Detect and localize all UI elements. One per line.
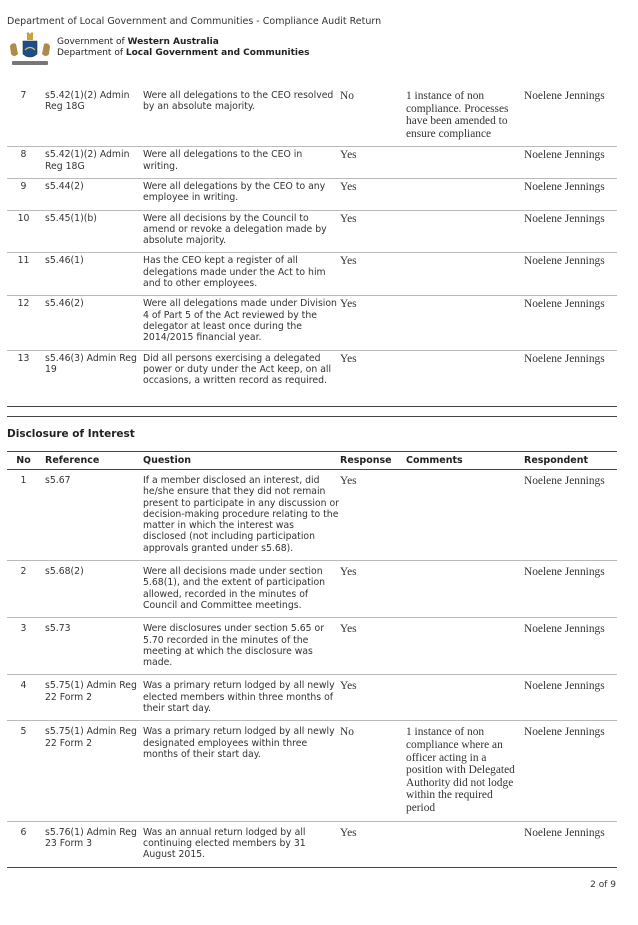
document-title: Department of Local Government and Communities - Compliance Audit Return [7, 16, 382, 27]
row-reference: s5.42(1)(2) Admin Reg 18G [40, 147, 141, 179]
row-comments [406, 350, 524, 392]
row-response: No [340, 721, 406, 821]
row-response: No [340, 88, 406, 147]
row-response: Yes [340, 561, 406, 618]
row-comments [406, 296, 524, 350]
row-reference: s5.73 [40, 618, 141, 675]
header-respondent: Respondent [524, 452, 617, 470]
row-reference: s5.46(2) [40, 296, 141, 350]
row-response: Yes [340, 352, 357, 365]
page-number: 2 of 9 [590, 880, 616, 890]
row-number: 13 [17, 352, 30, 364]
row-respondent: Noelene Jennings [524, 470, 617, 561]
row-question: Was an annual return lodged by all continuing elected members by 31 August 2015. [143, 826, 306, 861]
row-question: Did all persons exercising a delegated power or duty under the Act keep, on all occasions, a written record as required. [143, 352, 332, 387]
header-question: Question [141, 452, 340, 470]
row-question: Were all decisions by the Council to amend or revoke a delegation made by absolute majority. [141, 210, 340, 253]
row-comments [406, 253, 524, 296]
row-respondent: Noelene Jennings [524, 210, 617, 253]
section-divider [7, 416, 617, 417]
row-response: Yes [340, 253, 406, 296]
wa-coat-of-arms-icon [8, 32, 52, 68]
table-row [7, 88, 617, 147]
row-response: Yes [340, 210, 406, 253]
table-header-row [7, 452, 617, 470]
table-row [7, 253, 617, 296]
row-respondent: Noelene Jennings [524, 826, 605, 839]
row-number: 11 [7, 253, 40, 296]
section-divider [7, 406, 617, 407]
row-response: Yes [340, 147, 406, 179]
table-row [7, 821, 617, 866]
row-number: 6 [20, 826, 27, 838]
row-question: Were all delegations to the CEO in writing. [141, 147, 340, 179]
row-respondent: Noelene Jennings [524, 618, 617, 675]
row-respondent: Noelene Jennings [524, 296, 617, 350]
table-row [7, 618, 617, 675]
row-respondent: Noelene Jennings [524, 253, 617, 296]
row-number: 10 [7, 210, 40, 253]
row-reference: s5.76(1) Admin Reg 23 Form 3 [45, 826, 137, 849]
row-comments [406, 178, 524, 210]
row-question: Were all delegations by the CEO to any employee in writing. [141, 178, 340, 210]
row-comments [406, 470, 524, 561]
table-row [7, 561, 617, 618]
row-reference: s5.45(1)(b) [40, 210, 141, 253]
row-comments: 1 instance of non compliance where an officer acting in a position with Delegated Authority did not lodge within the required period [406, 721, 524, 821]
row-number: 9 [7, 178, 40, 210]
row-respondent: Noelene Jennings [524, 178, 617, 210]
row-response: Yes [340, 296, 406, 350]
row-respondent: Noelene Jennings [524, 352, 605, 365]
table-row [7, 147, 617, 179]
row-reference: s5.75(1) Admin Reg 22 Form 2 [40, 675, 141, 721]
delegations-table [7, 88, 617, 392]
row-comments [406, 618, 524, 675]
row-question: Were disclosures under section 5.65 or 5.70 recorded in the minutes of the meeting at which the disclosure was made. [141, 618, 340, 675]
row-number: 2 [7, 561, 40, 618]
row-reference: s5.42(1)(2) Admin Reg 18G [40, 88, 141, 147]
row-comments [406, 561, 524, 618]
header-response: Response [340, 452, 406, 470]
table-row [7, 178, 617, 210]
row-response: Yes [340, 618, 406, 675]
row-number: 12 [7, 296, 40, 350]
row-number: 5 [7, 721, 40, 821]
table-row [7, 350, 617, 392]
row-comments [406, 210, 524, 253]
row-respondent: Noelene Jennings [524, 147, 617, 179]
row-question: Was a primary return lodged by all newly elected members within three months of their start day. [141, 675, 340, 721]
row-reference: s5.46(3) Admin Reg 19 [45, 352, 137, 375]
table-row [7, 675, 617, 721]
section-title: Disclosure of Interest [7, 428, 135, 440]
row-response: Yes [340, 470, 406, 561]
table-row [7, 470, 617, 561]
row-comments [406, 147, 524, 179]
row-question: Were all delegations made under Division 4 of Part 5 of the Act reviewed by the delegator at least once during the 2014/2015 financial year. [141, 296, 340, 350]
row-number: 7 [7, 88, 40, 147]
table-row [7, 210, 617, 253]
row-question: Has the CEO kept a register of all delegations made under the Act to him and to other employees. [141, 253, 340, 296]
row-reference: s5.75(1) Admin Reg 22 Form 2 [40, 721, 141, 821]
row-comments [406, 821, 524, 866]
disclosure-of-interest-table [7, 451, 617, 866]
row-question: Were all delegations to the CEO resolved by an absolute majority. [141, 88, 340, 147]
row-response: Yes [340, 178, 406, 210]
organisation-name: Government of Western Australia Department of Local Government and Communities [57, 37, 310, 58]
row-respondent: Noelene Jennings [524, 561, 617, 618]
table-row [7, 721, 617, 821]
row-reference: s5.46(1) [40, 253, 141, 296]
row-reference: s5.44(2) [40, 178, 141, 210]
row-respondent: Noelene Jennings [524, 675, 617, 721]
row-number: 3 [7, 618, 40, 675]
row-question: Was a primary return lodged by all newly designated employees within three months of their start day. [141, 721, 340, 821]
header-reference: Reference [40, 452, 141, 470]
row-comments [406, 675, 524, 721]
header-no: No [7, 452, 40, 470]
row-question: If a member disclosed an interest, did he/she ensure that they did not remain present to participate in any discussion or decision-making procedure relating to the matter in which the interest was disclosed (not including participation approvals granted under s5.68). [141, 470, 340, 561]
row-question: Were all decisions made under section 5.68(1), and the extent of participation allowed, recorded in the minutes of Council and Committee meetings. [141, 561, 340, 618]
row-respondent: Noelene Jennings [524, 721, 617, 821]
table-row [7, 296, 617, 350]
row-response: Yes [340, 826, 357, 839]
footer-divider [7, 867, 617, 868]
row-number: 4 [7, 675, 40, 721]
row-response: Yes [340, 675, 406, 721]
row-comments: 1 instance of non compliance. Processes have been amended to ensure compliance [406, 88, 524, 147]
row-reference: s5.68(2) [40, 561, 141, 618]
row-number: 8 [7, 147, 40, 179]
row-reference: s5.67 [40, 470, 141, 561]
row-number: 1 [7, 470, 40, 561]
row-respondent: Noelene Jennings [524, 88, 617, 147]
header-comments: Comments [406, 452, 524, 470]
